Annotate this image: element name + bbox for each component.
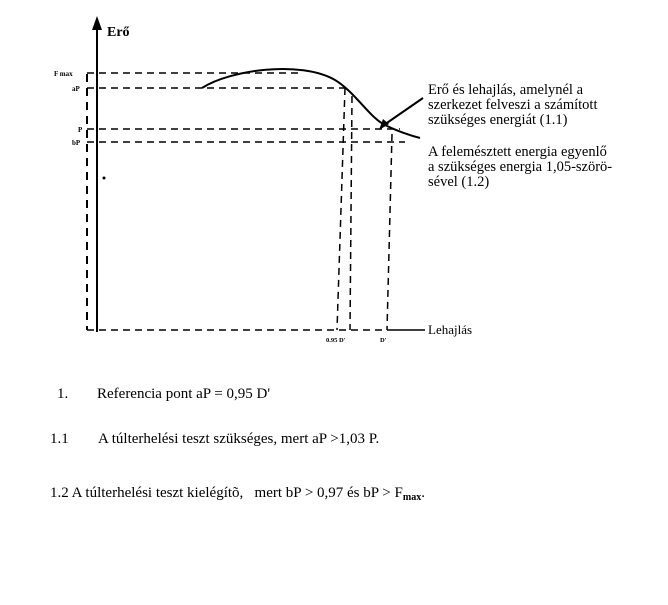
note-2-text: A túlterhelési teszt szükséges, mert aP >1,03 P.: [98, 431, 380, 447]
note-line-1: [57, 386, 270, 403]
y-axis-arrow: [92, 16, 102, 30]
tick-bp: bP: [72, 139, 81, 147]
note-1-text: Referencia pont aP = 0,95 D': [97, 386, 271, 402]
note-2-number: 1.1: [50, 431, 69, 447]
d-prime-dashed-line: [387, 134, 392, 330]
stray-dot: [103, 177, 106, 180]
tick-fmax: F max: [54, 70, 73, 78]
tick-p: P: [78, 126, 83, 134]
note-3-subscript: max: [402, 492, 422, 503]
d095-outer-dashed-line: [337, 88, 345, 330]
force-deflection-curve: [202, 69, 420, 138]
d095-inner-dashed-line: [350, 96, 352, 330]
tick-d: D': [380, 337, 387, 344]
tick-ap: aP: [72, 85, 80, 93]
note-3-end: .: [421, 485, 425, 501]
note-1-number: 1.: [57, 386, 69, 402]
y-axis-label: Erő: [107, 25, 130, 40]
note-line-2: [50, 431, 379, 448]
x-axis-label: Lehajlás: [428, 322, 473, 337]
note-3-text: 1.2 A túlterhelési teszt kielégítõ, mert bP > 0,97 és bP > F: [50, 485, 403, 501]
tick-095d: 0.95 D': [326, 337, 346, 344]
annotation-energy-equal: A felemésztett energia egyenlő a szükséges energia 1,05-szörö- sével (1.2): [428, 144, 613, 190]
annotation-energy-absorbed: Erő és lehajlás, amelynél a szerkezet felveszi a számított szükséges energiát (1.1): [428, 82, 598, 128]
note-line-3: [50, 485, 425, 503]
